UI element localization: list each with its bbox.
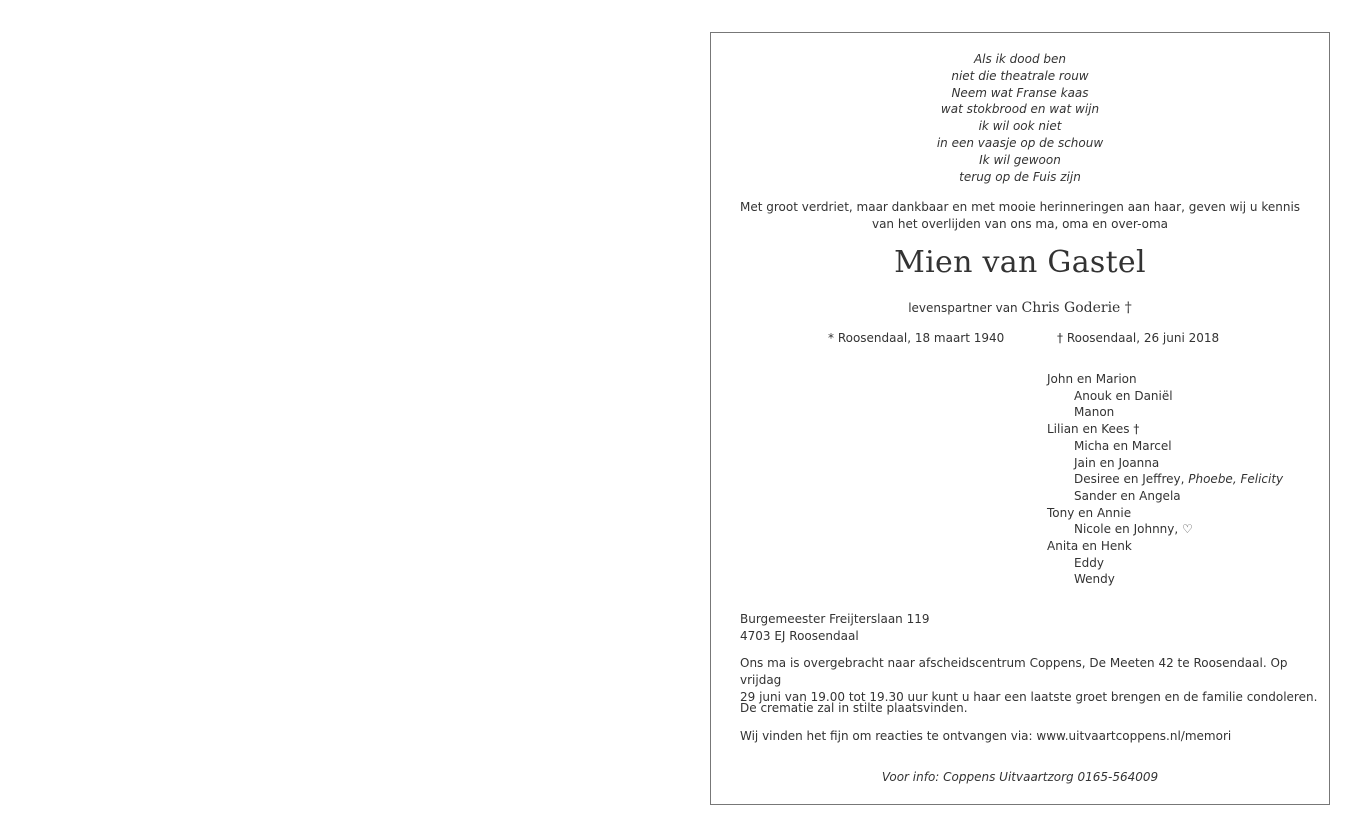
family-couple: Tony en Annie — [1047, 505, 1132, 520]
family-child: Wendy — [1074, 572, 1115, 587]
family-child: Manon — [1074, 405, 1115, 420]
death-date: † Roosendaal, 26 juni 2018 — [1057, 331, 1220, 345]
poem-line: in een vaasje op de schouw — [936, 135, 1104, 150]
poem-line: Neem wat Franse kaas — [951, 85, 1089, 100]
deceased-name: Mien van Gastel — [894, 245, 1146, 280]
poem-line: ik wil ook niet — [978, 119, 1062, 134]
family-child: Anouk en Daniël — [1074, 388, 1173, 403]
partner-line — [711, 300, 1329, 316]
transfer-paragraph — [740, 655, 1320, 705]
poem-line: terug op de Fuis zijn — [959, 169, 1081, 184]
intro-line: Met groot verdriet, maar dankbaar en met mooie herinneringen aan haar, geven wij u kennis — [739, 200, 1301, 214]
family-couple: Anita en Henk — [1047, 539, 1132, 554]
great-grandchildren: Phoebe, Felicity — [1188, 472, 1284, 487]
family-child: Sander en Angela — [1074, 488, 1181, 503]
correspondence-address — [740, 611, 930, 645]
death-notice-card — [710, 32, 1330, 805]
partner-prefix: levenspartner van — [908, 301, 1018, 315]
partner-name: Chris Goderie † — [1021, 300, 1132, 316]
family-couple: Lilian en Kees † — [1047, 422, 1140, 437]
cremation-paragraph: De crematie zal in stilte plaatsvinden. — [740, 701, 968, 715]
family-child: Nicole en Johnny, ♡ — [1074, 522, 1193, 537]
family-child: Eddy — [1074, 555, 1104, 570]
footer-info: Voor info: Coppens Uitvaartzorg 0165-564009 — [881, 770, 1159, 784]
birth-date: * Roosendaal, 18 maart 1940 — [828, 331, 1005, 345]
transfer-line: Ons ma is overgebracht naar afscheidscentrum Coppens, De Meeten 42 te Roosendaal. Op vrijdag — [740, 656, 1288, 687]
family-child-couple: Desiree en Jeffrey, — [1074, 472, 1185, 487]
intro-line: van het overlijden van ons ma, oma en over-oma — [871, 216, 1169, 231]
address-city: 4703 EJ Roosendaal — [740, 629, 859, 643]
family-child: Micha en Marcel — [1074, 438, 1172, 453]
poem-line: niet die theatrale rouw — [951, 68, 1089, 83]
family-couple: John en Marion — [1047, 372, 1137, 386]
poem — [711, 51, 1329, 185]
family-child: Jain en Joanna — [1074, 455, 1160, 470]
reactions-paragraph: Wij vinden het fijn om reacties te ontvangen via: www.uitvaartcoppens.nl/memori — [740, 729, 1232, 743]
intro-text — [711, 199, 1329, 233]
family-child — [1047, 471, 1283, 488]
poem-line: Ik wil gewoon — [979, 152, 1061, 167]
address-street: Burgemeester Freijterslaan 119 — [740, 612, 930, 626]
family-list — [1047, 371, 1283, 588]
poem-line: Als ik dood ben — [973, 52, 1067, 66]
poem-line: wat stokbrood en wat wijn — [940, 102, 1100, 117]
transfer-line: 29 juni van 19.00 tot 19.30 uur kunt u haar een laatste groet brengen en de familie condoleren. — [740, 689, 1318, 704]
